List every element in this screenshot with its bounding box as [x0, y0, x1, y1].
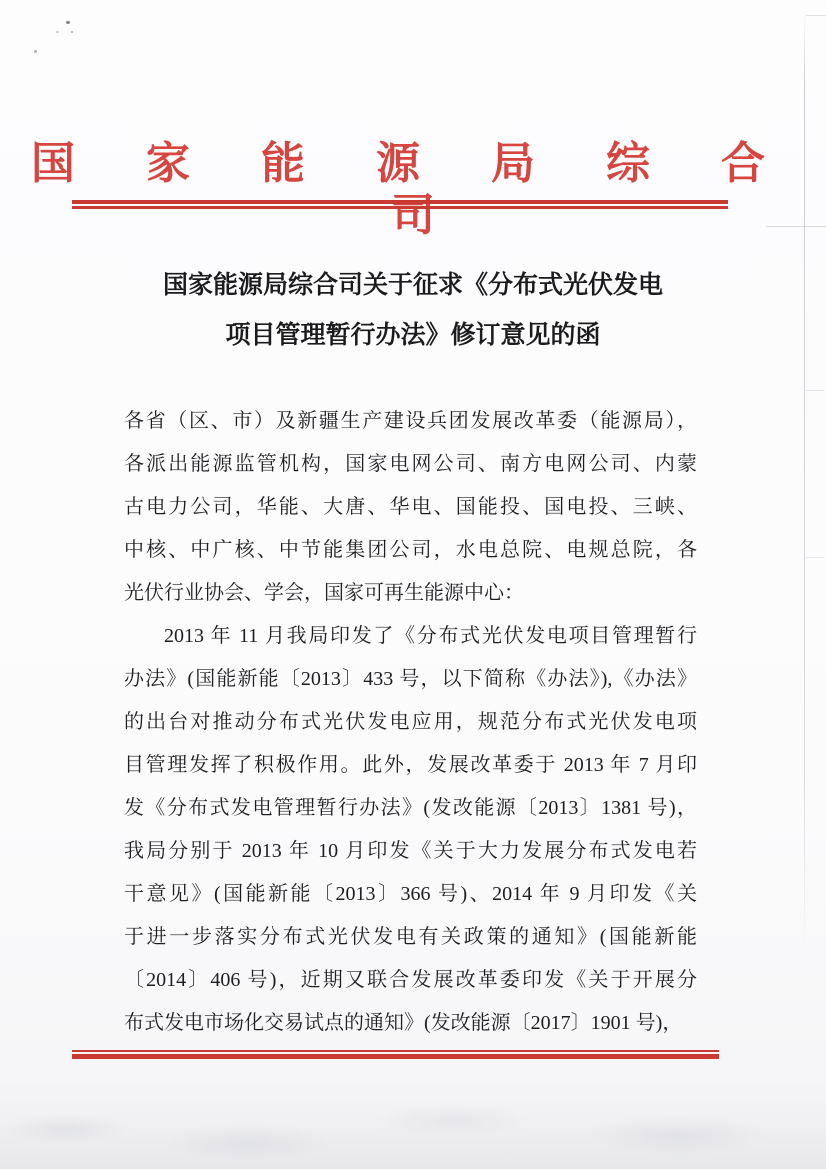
scan-edge-tick: [806, 15, 826, 16]
body-text-line: 的出台对推动分布式光伏发电应用，规范分布式光伏发电项: [124, 711, 697, 733]
scan-speck: [66, 21, 70, 24]
body-text-line: 于进一步落实分布式光伏发电有关政策的通知》(国能新能: [124, 926, 697, 948]
document-title: [0, 261, 826, 361]
body-text-line: 干意见》(国能新能〔2013〕366 号)、2014 年 9 月印发《关: [124, 883, 697, 905]
scan-edge-tick: [806, 390, 824, 391]
document-title-line-1: 国家能源局综合司关于征求《分布式光伏发电: [162, 272, 663, 299]
body-text-line: 中核、中广核、中节能集团公司，水电总院、电规总院，各: [124, 539, 697, 561]
body-text-line: 2013 年 11 月我局印发了《分布式光伏发电项目管理暂行: [164, 625, 697, 647]
footer-rule: [72, 1050, 719, 1059]
body-text-line: 我局分别于 2013 年 10 月印发《关于大力发展分布式发电若: [124, 840, 697, 862]
scan-speck: [34, 50, 37, 53]
body-text-line: 各派出能源监管机构，国家电网公司、南方电网公司、内蒙: [124, 453, 697, 475]
body-text-line: 〔2014〕406 号)，近期又联合发展改革委印发《关于开展分: [124, 969, 697, 991]
scan-shadow: [0, 1080, 826, 1169]
agency-letterhead-text: 国 家 能 源 局 综 合 司: [31, 139, 795, 240]
body-text-line: 目管理发挥了积极作用。此外，发展改革委于 2013 年 7 月印: [124, 754, 697, 776]
body-text-line: 布式发电市场化交易试点的通知》(发改能源〔2017〕1901 号)，: [124, 1012, 683, 1034]
letterhead-rule: [72, 200, 728, 209]
body-text-line: 发《分布式发电管理暂行办法》(发改能源〔2013〕1381 号)，: [124, 797, 697, 819]
scan-speck: [56, 31, 59, 33]
agency-letterhead: [0, 138, 826, 240]
scan-edge-tick: [806, 557, 824, 558]
document-title-line-2: 项目管理暂行办法》修订意见的函: [225, 322, 601, 349]
body-text-line: 光伏行业协会、学会，国家可再生能源中心：: [124, 582, 524, 604]
body-text-line: 各省（区、市）及新疆生产建设兵团发展改革委（能源局），: [124, 410, 697, 432]
scan-speck: [71, 31, 73, 33]
document-body: [124, 400, 697, 1045]
body-text-line: 办法》(国能新能〔2013〕433 号，以下简称《办法》),《办法》: [124, 668, 697, 690]
scan-edge-tick: [766, 226, 826, 227]
body-text-line: 古电力公司，华能、大唐、华电、国能投、国电投、三峡、: [124, 496, 697, 518]
